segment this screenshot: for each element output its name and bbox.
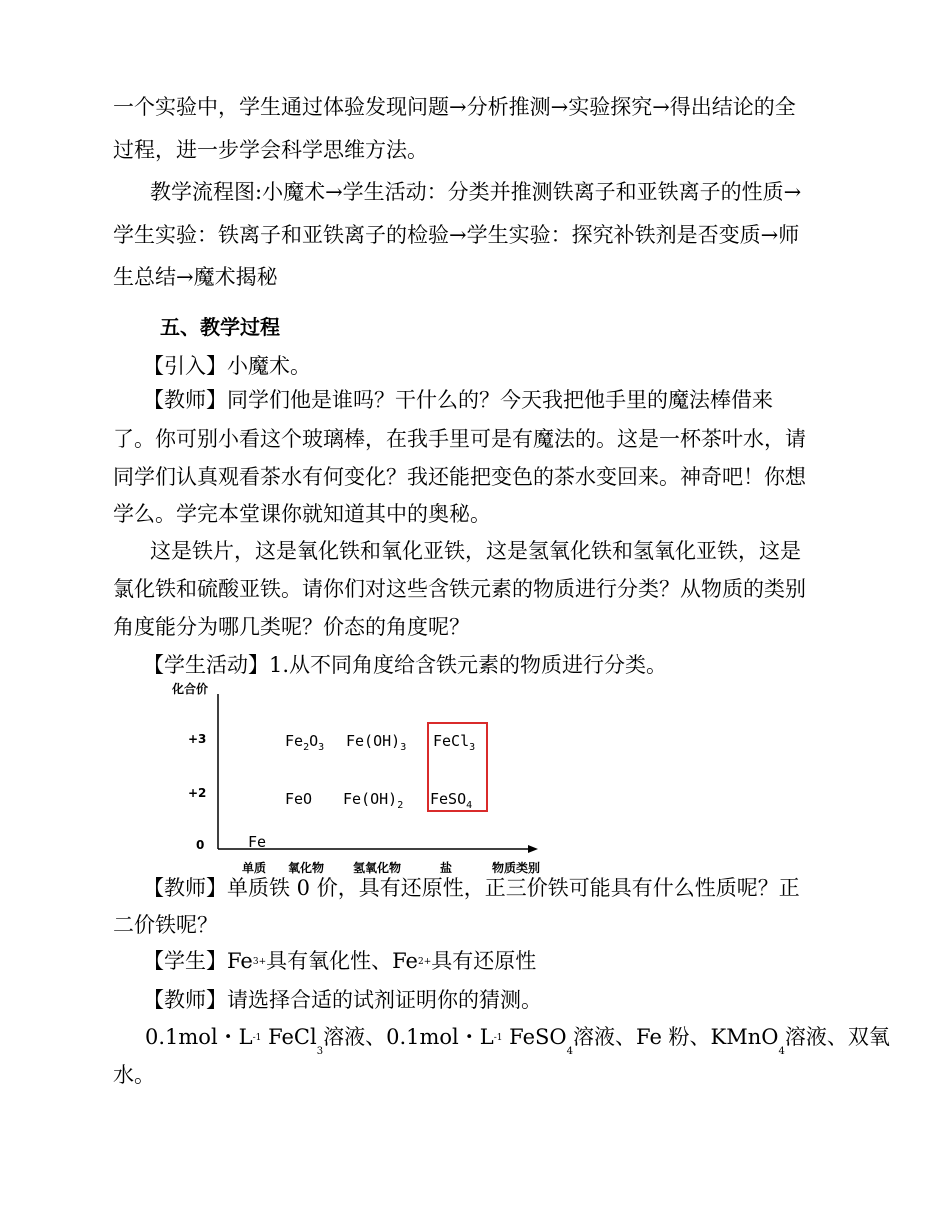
x-category-label: 氧化物 <box>288 861 325 875</box>
y-axis-title: 化合价 <box>172 682 209 696</box>
text-line: 了。你可别小看这个玻璃棒，在我手里可是有魔法的。这是一杯茶叶水，请 <box>113 427 806 451</box>
x-category-label: 盐 <box>440 861 453 875</box>
x-axis-title: 物质类别 <box>492 861 541 875</box>
section-heading: 五、教学过程 <box>160 315 280 339</box>
formula-fe: Fe <box>248 833 267 851</box>
text-line: 二价铁呢？ <box>113 913 218 937</box>
text-line: 这是铁片，这是氧化铁和氧化亚铁，这是氢氧化铁和氢氧化亚铁，这是 <box>150 539 801 563</box>
y-tick-label: +2 <box>188 786 207 800</box>
x-category-label: 单质 <box>242 861 267 875</box>
text-line: 【学生活动】1.从不同角度给含铁元素的物质进行分类。 <box>143 653 668 677</box>
text-line: 过程，进一步学会科学思维方法。 <box>113 138 428 162</box>
text-line: 同学们认真观看茶水有何变化？我还能把变色的茶水变回来。神奇吧！你想 <box>113 465 806 489</box>
text-line: 【教师】同学们他是谁吗？干什么的？今天我把他手里的魔法棒借来 <box>143 388 773 412</box>
formula-feso4: FeSO$_4$ <box>430 790 473 811</box>
formula-fe2o3: $Fe_2O_3$ <box>285 732 325 753</box>
formula-feo: FeO <box>285 790 313 808</box>
classification-figure <box>160 676 560 876</box>
y-tick-label: +3 <box>188 732 207 746</box>
figure-axes <box>160 676 560 876</box>
text-line: 水。 <box>113 1063 155 1087</box>
text-line: 学么。学完本堂课你就知道其中的奥秘。 <box>113 502 491 526</box>
text-line: 一个实验中，学生通过体验发现问题→分析推测→实验探究→得出结论的全 <box>113 95 796 119</box>
reagent-line: 0.1mol・L-1 FeCl$_3$溶液、0.1mol・L-1 FeSO$_4$溶液、Fe 粉、KMnO$_4$溶液、双氧 <box>145 1025 890 1057</box>
formula-feoh2: $Fe(OH)_2$ <box>343 790 404 811</box>
student-answer-line: 【学生】Fe3+具有氧化性、Fe2+具有还原性 <box>143 949 537 973</box>
text-line: 氯化铁和硫酸亚铁。请你们对这些含铁元素的物质进行分类？从物质的类别 <box>113 577 806 601</box>
text-line: 学生实验：铁离子和亚铁离子的检验→学生实验：探究补铁剂是否变质→师 <box>113 223 800 247</box>
formula-fecl3: FeCl$_3$ <box>433 732 476 753</box>
text-line: 角度能分为哪几类呢？价态的角度呢？ <box>113 615 470 639</box>
text-line: 教学流程图:小魔术→学生活动：分类并推测铁离子和亚铁离子的性质→ <box>150 180 802 204</box>
text-line: 【引入】小魔术。 <box>143 354 311 378</box>
text-line: 【教师】请选择合适的试剂证明你的猜测。 <box>143 988 542 1012</box>
formula-feoh3: $Fe(OH)_3$ <box>346 732 407 753</box>
x-axis-arrow-icon <box>528 845 538 853</box>
x-category-label: 氢氧化物 <box>353 861 402 875</box>
y-tick-label: 0 <box>196 838 205 852</box>
text-line: 【教师】单质铁 0 价，具有还原性，正三价铁可能具有什么性质呢？正 <box>143 876 800 900</box>
text-line: 生总结→魔术揭秘 <box>113 265 278 289</box>
